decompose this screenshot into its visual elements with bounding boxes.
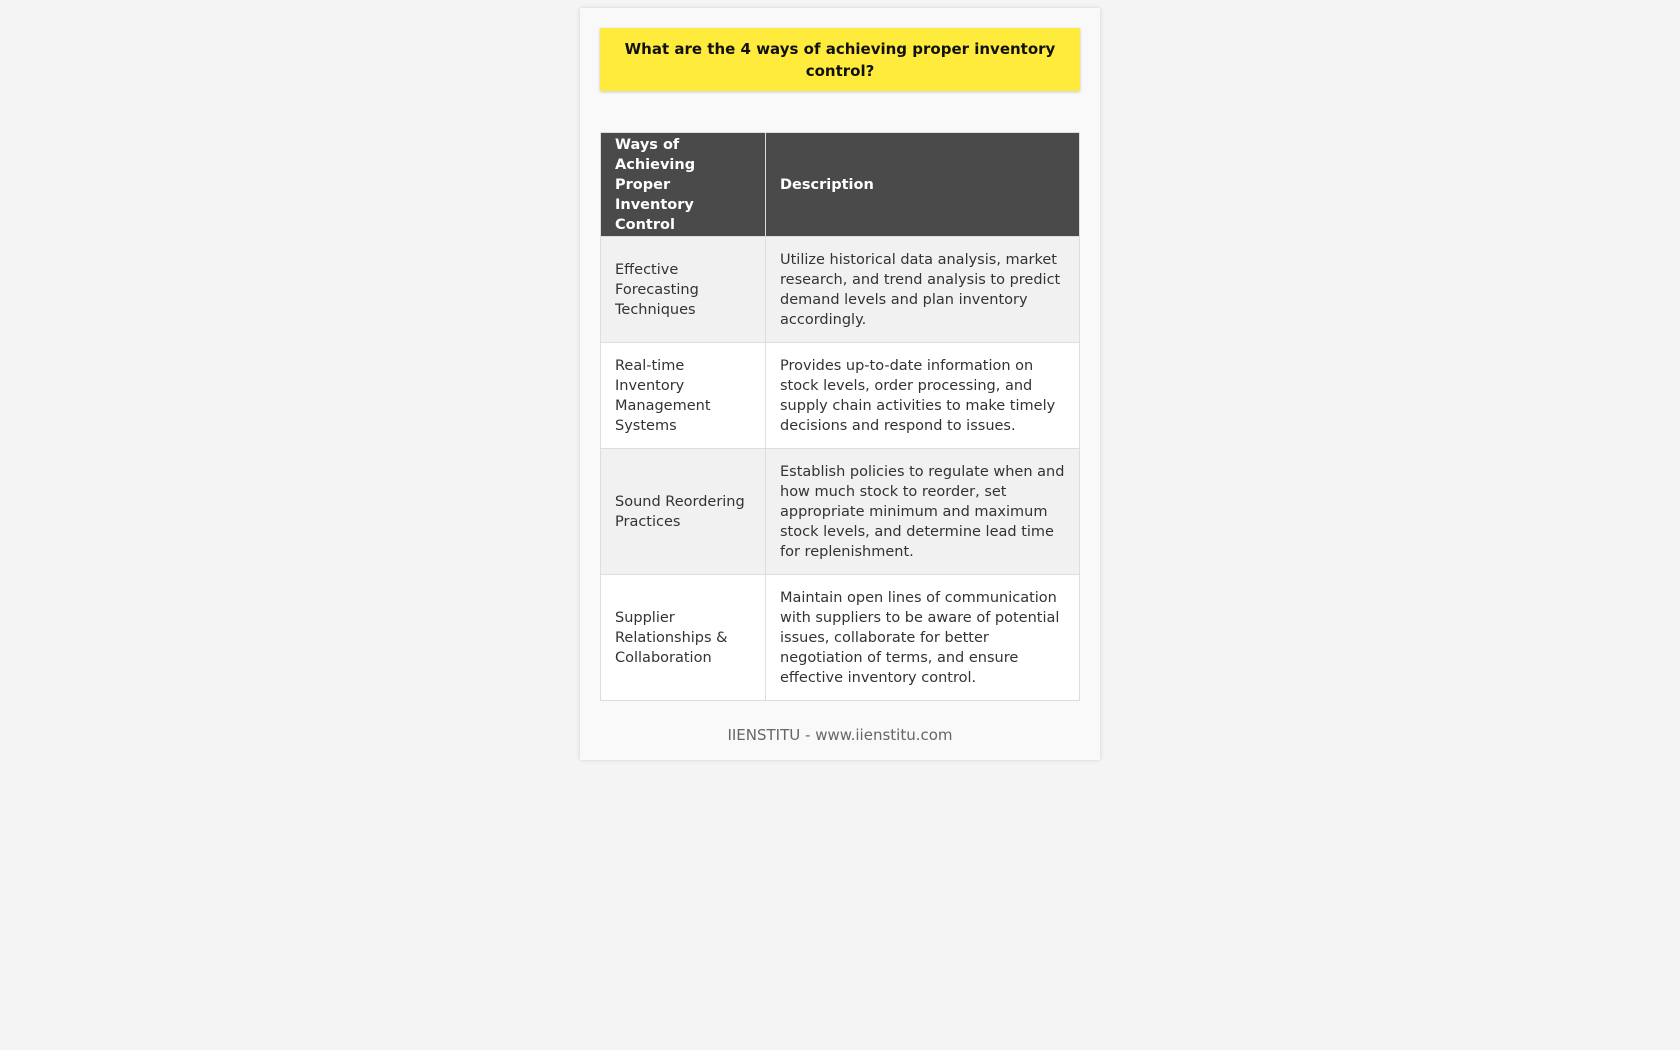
description-cell: Provides up-to-date information on stock levels, order processing, and supply chain activities to make timely decisions and respond to issues. — [766, 343, 1080, 449]
table-header-row — [601, 133, 1080, 237]
way-cell: Sound Reordering Practices — [601, 449, 766, 575]
way-cell: Effective Forecasting Techniques — [601, 237, 766, 343]
description-cell: Establish policies to regulate when and how much stock to reorder, set appropriate minimum and maximum stock levels, and determine lead time for replenishment. — [766, 449, 1080, 575]
table-row — [601, 237, 1080, 343]
inventory-control-table — [600, 132, 1080, 701]
page-title: What are the 4 ways of achieving proper inventory control? — [624, 39, 1056, 80]
description-cell: Utilize historical data analysis, market research, and trend analysis to predict demand levels and plan inventory accordingly. — [766, 237, 1080, 343]
way-cell: Supplier Relationships & Collaboration — [601, 575, 766, 701]
table-row — [601, 575, 1080, 701]
content-card — [580, 8, 1100, 760]
way-cell: Real-time Inventory Management Systems — [601, 343, 766, 449]
table-row — [601, 343, 1080, 449]
description-cell: Maintain open lines of communication with suppliers to be aware of potential issues, collaborate for better negotiation of terms, and ensure effective inventory control. — [766, 575, 1080, 701]
table-row — [601, 449, 1080, 575]
footer-credit: IIENSTITU - www.iienstitu.com — [727, 726, 953, 744]
title-banner — [600, 28, 1080, 91]
column-header-ways: Ways of Achieving Proper Inventory Control — [601, 133, 766, 237]
column-header-description: Description — [766, 133, 1080, 237]
